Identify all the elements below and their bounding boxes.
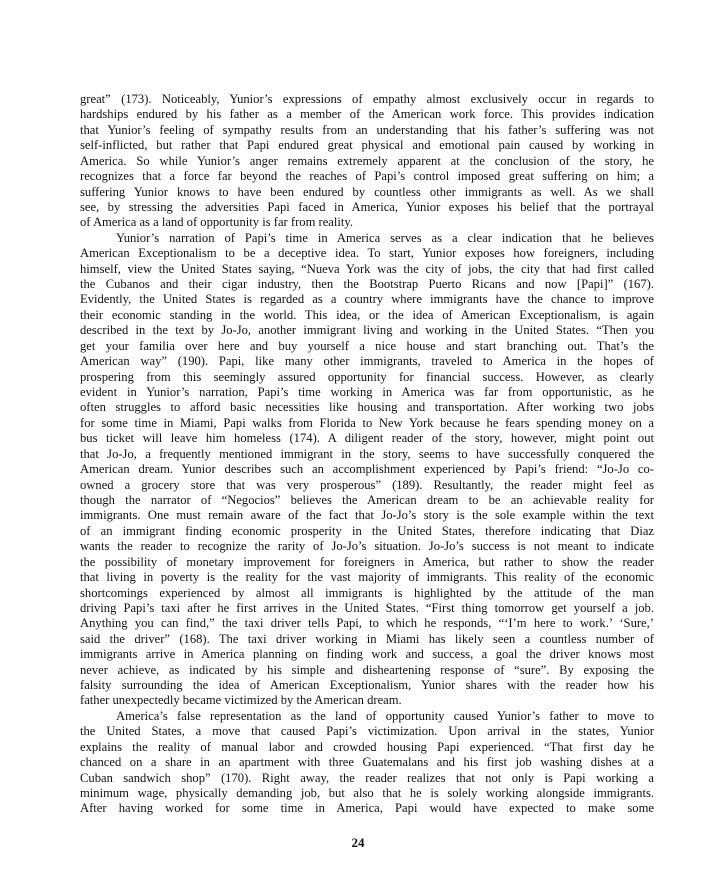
text-line: self-inflicted, but rather that Papi endured great physical and emotional pain caused by working in [80, 138, 654, 153]
text-line: minimum wage, physically demanding job, but also that he is solely working alongside immigrants. [80, 785, 654, 800]
text-line: though the narrator of “Negocios” believes the American dream to be an achievable reality for [80, 492, 654, 507]
text-line: Evidently, the United States is regarded as a country where immigrants have the chance to improve [80, 292, 654, 307]
text-line: recognizes that a force far beyond the reaches of Papi’s control imposed great suffering on him; a [80, 169, 654, 184]
text-line: that living in poverty is the reality for the vast majority of immigrants. This reality of the economic [80, 570, 654, 585]
text-line: Anything you can find,” the taxi driver tells Papi, to which he responds, “‘I’m here to work.’ ‘Sure,’ [80, 616, 654, 631]
text-line: wants the reader to recognize the rarity of Jo-Jo’s situation. Jo-Jo’s success is not meant to indicate [80, 539, 654, 554]
text-line: Yunior’s narration of Papi’s time in America serves as a clear indication that he believes [116, 230, 654, 245]
text-line: shortcomings experienced by almost all immigrants is highlighted by the attitude of the man [80, 585, 654, 600]
paragraph [80, 709, 654, 817]
text-line: immigrants. One must remain aware of the fact that Jo-Jo’s story is the sole example within the text [80, 508, 654, 523]
text-line: the United States, a move that caused Papi’s victimization. Upon arrival in the states, Yunior [80, 724, 654, 739]
text-line: see, by stressing the adversities Papi faced in America, Yunior exposes his belief that the portrayal [80, 199, 654, 214]
text-line: bus ticket will leave him homeless (174). A diligent reader of the story, however, might point out [80, 431, 654, 446]
text-line: After having worked for some time in America, Papi would have expected to make some [80, 801, 654, 816]
text-line: American way” (190). Papi, like many other immigrants, traveled to America in the hopes of [80, 354, 654, 369]
text-line: of an immigrant finding economic prosperity in the United States, therefore indicating that Diaz [80, 523, 654, 538]
text-line: chanced on a share in an apartment with three Guatemalans and his first job washing dishes at a [80, 755, 654, 770]
text-line: immigrants arrive in America planning on finding work and success, a goal the driver knows most [80, 647, 654, 662]
text-line: father unexpectedly became victimized by the American dream. [80, 693, 402, 708]
text-line: suffering Yunior knows to have been endured by countless other immigrants as well. As we shall [80, 184, 654, 199]
text-line: falsity surrounding the idea of American Exceptionalism, Yunior shares with the reader how his [80, 678, 654, 693]
text-line: the possibility of monetary improvement for foreigners in America, but rather to show the reader [80, 554, 654, 569]
text-line: prospering from this seemingly assured opportunity for financial success. However, as clearly [80, 369, 654, 384]
text-line: described in the text by Jo-Jo, another immigrant living and working in the United States. “Then you [80, 323, 654, 338]
text-line: never achieve, as indicated by his simple and disheartening response of “sure”. By exposing the [80, 662, 654, 677]
text-line: of America as a land of opportunity is far from reality. [80, 215, 354, 230]
text-line: said the driver” (168). The taxi driver working in Miami has likely seen a countless number of [80, 631, 654, 646]
text-line: American dream. Yunior describes such an accomplishment experienced by Papi’s friend: “Jo-Jo co- [80, 462, 654, 477]
text-line: their economic standing in the world. This idea, or the idea of American Exceptionalism, is again [80, 307, 654, 322]
paragraph [80, 231, 654, 709]
paragraph [80, 92, 654, 231]
page-number: 24 [351, 834, 365, 850]
text-line: that Yunior’s feeling of sympathy results from an understanding that his father’s suffering was not [80, 122, 654, 137]
text-line: America’s false representation as the land of opportunity caused Yunior’s father to move to [116, 708, 654, 723]
text-line: driving Papi’s taxi after he first arrives in the United States. “First thing tomorrow get yourself a job. [80, 600, 654, 615]
document-body [80, 0, 654, 851]
text-line: owned a grocery store that was very prosperous” (189). Resultantly, the reader might feel as [80, 477, 654, 492]
text-line: great” (173). Noticeably, Yunior’s expressions of empathy almost exclusively occur in regards to [80, 92, 654, 106]
text-line: explains the reality of manual labor and crowded housing Papi experienced. “That first day he [80, 739, 654, 754]
text-line: hardships endured by his father as a member of the American work force. This provides indication [80, 107, 654, 122]
text-line: evident in Yunior’s narration, Papi’s time working in America was far from opportunistic, as he [80, 385, 654, 400]
text-line: get your familia over here and buy yourself a nice house and start branching out. That’s the [80, 338, 654, 353]
text-line: himself, view the United States saying, “Nueva York was the city of jobs, the city that had first called [80, 261, 654, 276]
text-line: often struggles to afford basic necessities like housing and transportation. After working two jobs [80, 400, 654, 415]
text-line: America. So while Yunior’s anger remains extremely apparent at the conclusion of the story, he [80, 153, 654, 168]
text-line: for some time in Miami, Papi walks from Florida to New York because he fears spending money on a [80, 415, 654, 430]
text-line: Cuban sandwich shop” (170). Right away, the reader realizes that not only is Papi working a [80, 770, 654, 785]
text-line: that Jo-Jo, a frequently mentioned immigrant in the story, seems to have successfully conquered the [80, 446, 654, 461]
text-line: American Exceptionalism to be a deceptive idea. To start, Yunior exposes how foreigners, including [80, 246, 654, 261]
text-line: the Cubanos and their cigar industry, then the Bootstrap Puerto Ricans and now [Papi]” (167). [80, 277, 654, 292]
